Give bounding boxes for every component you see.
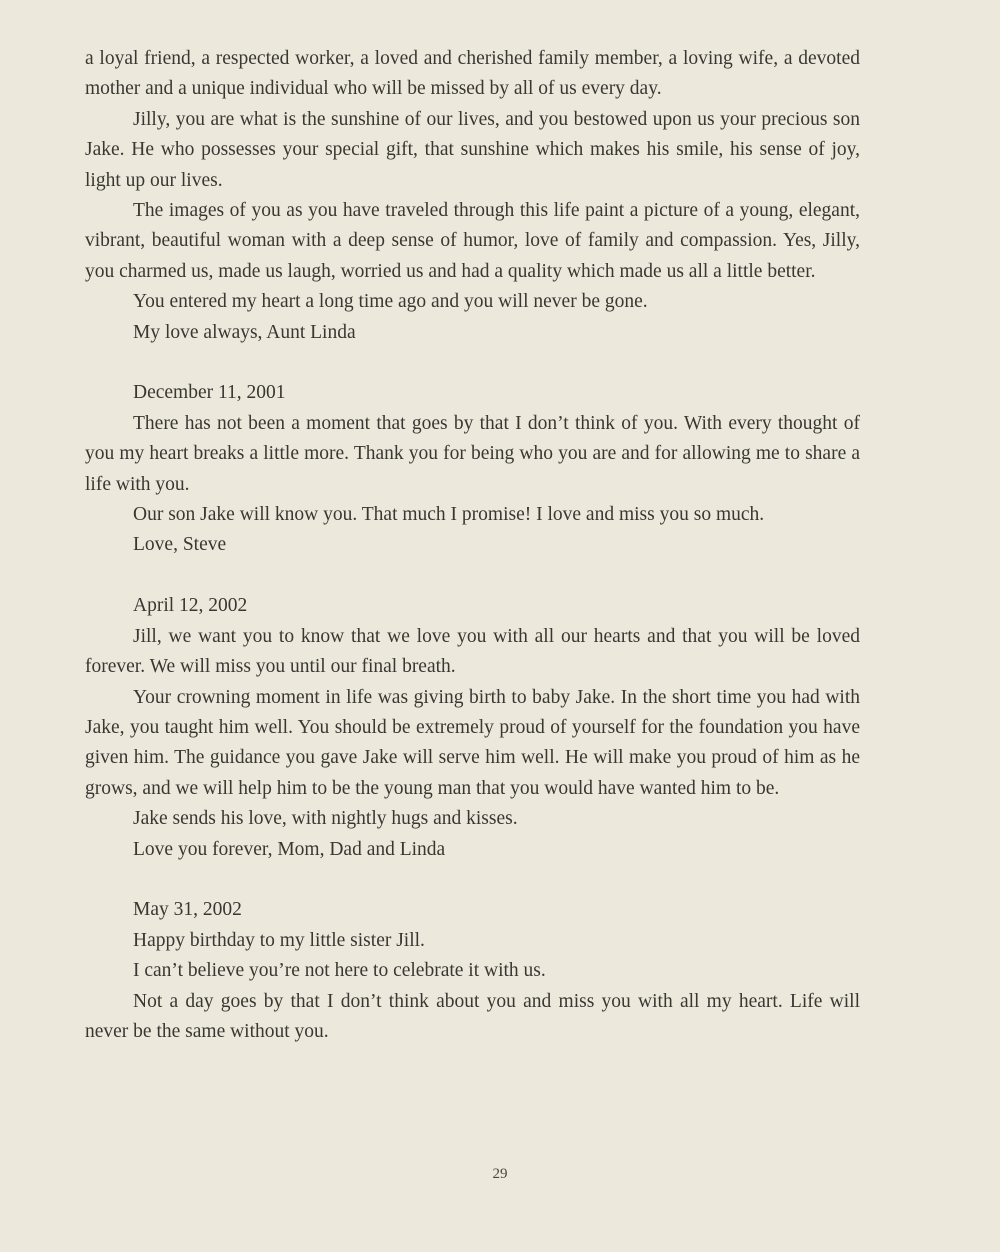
section-gap <box>85 561 860 591</box>
paragraph: a loyal friend, a respected worker, a loved and cherished family member, a loving wife, a devoted mother and a unique individual who will be missed by all of us every day. <box>85 48 860 100</box>
paragraph: I can’t believe you’re not here to celebrate it with us. <box>133 960 546 982</box>
section-gap <box>85 348 860 378</box>
page-body <box>85 44 860 1047</box>
paragraph: The images of you as you have traveled through this life paint a picture of a young, elegant, vibrant, beautiful woman with a deep sense of humor, love of family and compassion. Yes, Jilly, you charmed us, made us laugh, worried us and had a quality which made us all a little better. <box>85 200 860 282</box>
paragraph: Your crowning moment in life was giving birth to baby Jake. In the short time you had with Jake, you taught him well. You should be extremely proud of yourself for the foundation you have given him. The guidance you gave Jake will serve him well. He will make you proud of him as he grows, and we will help him to be the young man that you would have wanted him to be. <box>85 686 860 799</box>
paragraph: Love you forever, Mom, Dad and Linda <box>133 838 446 860</box>
paragraph: December 11, 2001 <box>133 382 286 404</box>
paragraph: You entered my heart a long time ago and you will never be gone. <box>133 291 648 313</box>
paragraph: Jilly, you are what is the sunshine of our lives, and you bestowed upon us your precious son Jake. He who possesses your special gift, that sunshine which makes his smile, his sense of joy, light up our lives. <box>85 108 860 191</box>
paragraph: Love, Steve <box>133 534 227 556</box>
paragraph: Not a day goes by that I don’t think about you and miss you with all my heart. Life will never be the same without you. <box>85 990 860 1042</box>
paragraph: My love always, Aunt Linda <box>133 321 356 343</box>
paragraph: There has not been a moment that goes by that I don’t think of you. With every thought of you my heart breaks a little more. Thank you for being who you are and for allowing me to share a life with you. <box>85 412 860 495</box>
paragraph: Jill, we want you to know that we love you with all our hearts and that you will be loved forever. We will miss you until our final breath. <box>85 625 860 678</box>
section-gap <box>85 865 860 895</box>
paragraph: April 12, 2002 <box>133 595 248 617</box>
page-number: 29 <box>492 1166 508 1182</box>
paragraph: Our son Jake will know you. That much I promise! I love and miss you so much. <box>133 504 765 526</box>
paragraph: Jake sends his love, with nightly hugs and kisses. <box>133 808 518 830</box>
paragraph: May 31, 2002 <box>133 899 242 921</box>
paragraph: Happy birthday to my little sister Jill. <box>133 929 425 951</box>
